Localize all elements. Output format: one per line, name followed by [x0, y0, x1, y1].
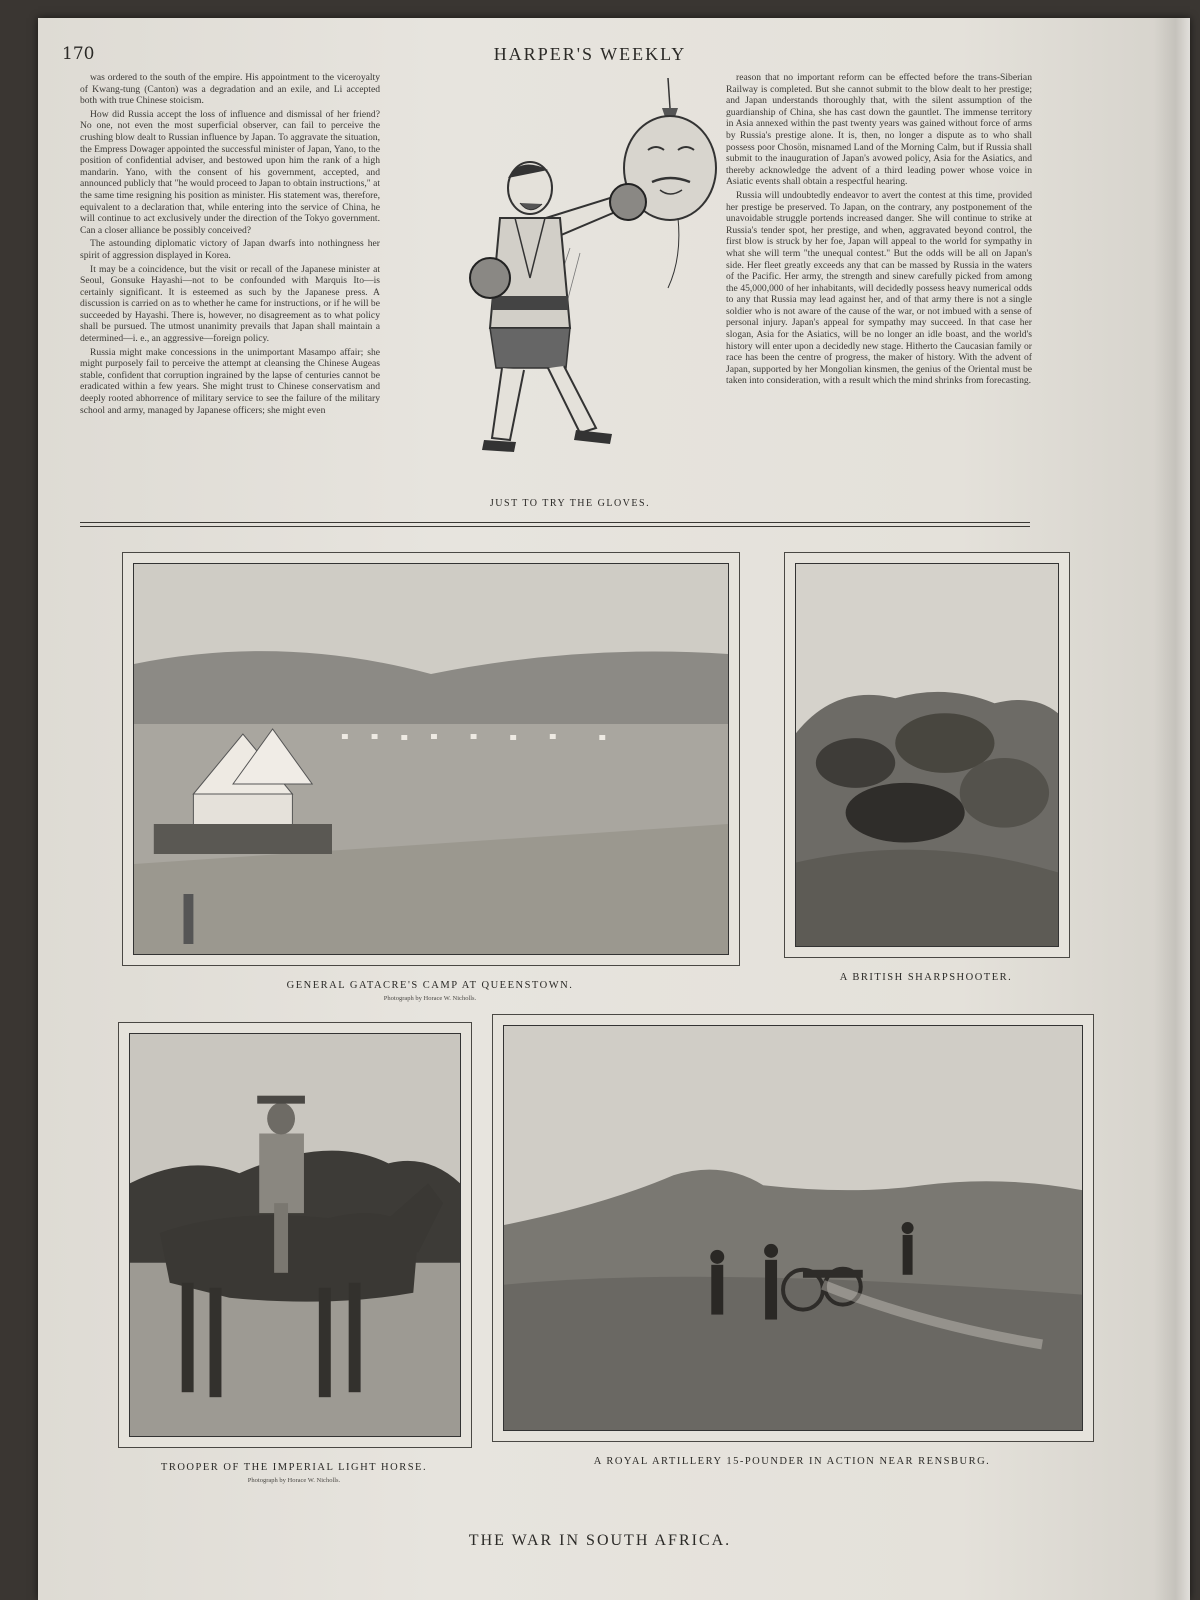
section-title: THE WAR IN SOUTH AFRICA.: [468, 1532, 732, 1549]
paragraph: Russia might make concessions in the unimportant Masampo affair; she might purposely fail to perceive the attempt at cleansing the Chinese Augeas stable, confident that corruption ingrained by the lapse of centuries cannot be eradicated within a few years. She might trust to Chinese conservatism and deeply rooted abhorrence of military service to see the failure of the military school and army, managed by Japanese officers; she might even: [80, 346, 380, 416]
section-divider: [80, 522, 1030, 523]
paragraph: Russia will undoubtedly endeavor to avert the contest at this time, provided her prestige be preserved. To Japan, on the contrary, any postponement of the unavoidable struggle portends increased danger. She will continue to strike at Russia's tender spot, her prestige, and when, aggravated beyond control, the first blow is struck by her foe, Japan will appeal to the world for sympathy in what she will term "the unequal contest." But the odds will be all on Japan's side. Her fleet greatly exceeds any that can be massed by Russia in the waters of the Pacific. Her army, the strength and sinew carefully picked from among the 45,000,000 of her inhabitants, will decidedly possess heavy numerical odds to any that Russia may lead against her, and of that army there is not a single soldier who is not aware of the cause of the war, or not imbued with a sense of personal injury. Japan's appeal for sympathy may succeed. In that case her slogan, Asia for the Asiatics, will be no longer an idle boast, and the world's history will enter upon a decidedly new stage. Hitherto the Caucasian family or race has been the centre of progress, the maker of history. With the advent of Japan, supported by her Mongolian kinsmen, the genius of the Oriental must be taken into consideration, with a result which the mind shrinks from forecasting.: [726, 189, 1032, 387]
masthead: HARPER'S WEEKLY: [493, 44, 687, 64]
cartoon-drawing: [420, 78, 720, 478]
sharpshooter-scene: [796, 564, 1058, 946]
caption-camp: GENERAL GATACRE'S CAMP AT QUEENSTOWN.: [286, 980, 574, 991]
cartoon-caption: JUST TO TRY THE GLOVES.: [489, 498, 651, 509]
paragraph: reason that no important reform can be effected before the trans-Siberian Railway is completed. But she cannot submit to the blow dealt to her prestige; and Japan understands thoroughly that, with the silent assumption of the guardianship of China, she has cast down the gauntlet. The immense territory in Asia annexed within the past twenty years was gained without force of arms by Russia's prestige alone. It is, then, no longer a dispute as to who shall possess poor Chosön, misnamed Land of the Morning Calm, but if Russia shall submit to the inauguration of Japan's avowed policy, Asia for the Asiatics, and thereby acknowledge the advent of a third leading power whose voice in Asiatic events shall obtain a respectful hearing.: [726, 72, 1032, 188]
section-divider: [80, 526, 1030, 527]
boxing-cartoon: [420, 78, 720, 478]
trooper-scene: [130, 1034, 460, 1436]
article-column-right: [726, 72, 1032, 502]
article-column-left: [80, 72, 380, 524]
paragraph: It may be a coincidence, but the visit or recall of the Japanese minister at Seoul, Gonsuke Hayashi—not to be confounded with Marquis Ito—is certainly significant. It is esteemed as such by the Japanese press. A discussion is carried on as to whether he came for instructions, or if he will be succeeded by Hayashi. There is, however, no disagreement as to what policy shall be pursued. The utmost unanimity prevails that Japan shall maintain a determined—i. e., an aggressive—foreign policy.: [80, 263, 380, 345]
artillery-scene: [504, 1026, 1082, 1430]
photo-artillery: [503, 1025, 1083, 1431]
paragraph: was ordered to the south of the empire. His appointment to the viceroyalty of Kwang-tung (Canton) was a degradation and an exile, and Li accepted both with true Chinese stoicism.: [80, 72, 380, 107]
photo-artillery-frame: [492, 1014, 1094, 1442]
paragraph: The astounding diplomatic victory of Japan dwarfs into nothingness her spirit of aggression displayed in Korea.: [80, 238, 380, 261]
photo-camp: [133, 563, 729, 955]
photo-trooper: [129, 1033, 461, 1437]
caption-sharpshooter: A BRITISH SHARPSHOOTER.: [839, 972, 1013, 983]
paragraph: How did Russia accept the loss of influence and dismissal of her friend? No one, not even the most superficial observer, can fail to perceive the crushing blow dealt to Russian influence by Japan. To aggravate the situation, the Empress Dowager appointed the successful minister of Japan, Yano, to the position of confidential adviser, and bestowed upon him the rank of a high mandarin. Yano, with the consent of his government, accepted, and announced publicly that "he would proceed to Japan to obtain instructions," at the same time resigning his position as minister. His statement was, therefore, equivalent to a declaration that, while entering into the service of China, he will continue to act exclusively under the direction of the Tokyo government. Can a closer alliance be possibly conceived?: [80, 108, 380, 236]
photo-sharpshooter: [795, 563, 1059, 947]
credit-trooper: Photograph by Horace W. Nicholls.: [247, 1477, 341, 1484]
caption-trooper: TROOPER OF THE IMPERIAL LIGHT HORSE.: [160, 1462, 428, 1473]
credit-camp: Photograph by Horace W. Nicholls.: [383, 995, 477, 1002]
page-number: 170: [62, 44, 95, 64]
photo-sharpshooter-frame: [784, 552, 1070, 958]
photo-trooper-frame: [118, 1022, 472, 1448]
page-fold-shadow: [1154, 18, 1190, 1600]
caption-artillery: A ROYAL ARTILLERY 15-POUNDER IN ACTION NEAR RENSBURG.: [593, 1456, 991, 1467]
photo-camp-frame: [122, 552, 740, 966]
camp-scene: [134, 564, 728, 954]
